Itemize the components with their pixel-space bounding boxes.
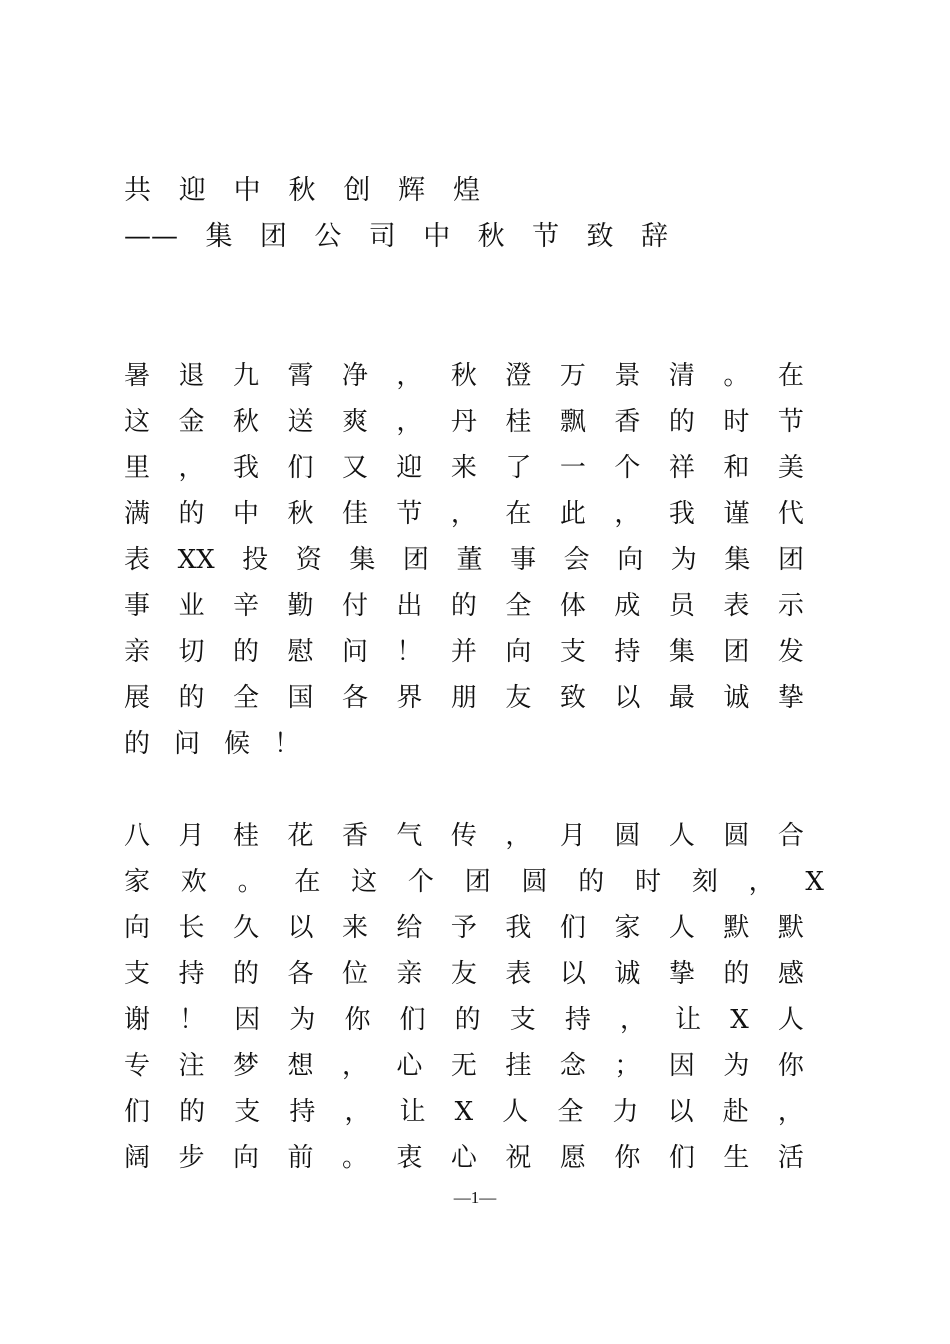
text-char: 人: [668, 821, 695, 851]
text-char: 会: [563, 545, 590, 575]
text-char: 满: [124, 499, 151, 529]
text-char: 给: [396, 913, 423, 943]
text-char: ，: [614, 499, 641, 529]
text-char: 候: [223, 729, 250, 759]
text-char: ，: [396, 361, 423, 391]
paragraph-line: [124, 862, 824, 902]
text-char: 中: [423, 221, 451, 252]
text-char: 美: [777, 453, 804, 483]
text-char: 香: [341, 821, 368, 851]
text-char: 刻: [691, 867, 718, 897]
text-char: 八: [124, 821, 151, 851]
text-char: 业: [178, 591, 205, 621]
text-char: 员: [668, 591, 695, 621]
text-char: 的: [124, 729, 151, 759]
text-char: 中: [233, 175, 261, 206]
text-char: 月: [559, 821, 586, 851]
text-char: 桂: [505, 407, 532, 437]
text-char: 团: [464, 867, 491, 897]
text-char: 活: [777, 1143, 804, 1173]
text-char: 们: [668, 1143, 695, 1173]
text-char: 谨: [723, 499, 750, 529]
text-char: 让: [675, 1005, 702, 1035]
text-char: 集: [205, 221, 233, 252]
text-char: 秋: [287, 499, 314, 529]
text-char: ，: [619, 1005, 646, 1035]
text-char: 注: [178, 1051, 205, 1081]
text-char: 来: [341, 913, 368, 943]
text-char: 在: [505, 499, 532, 529]
text-char: 支: [124, 959, 151, 989]
text-char: 家: [124, 867, 151, 897]
text-char: 表: [723, 591, 750, 621]
text-char: 的: [178, 683, 205, 713]
text-char: 出: [396, 591, 423, 621]
text-char: 界: [396, 683, 423, 713]
text-char: 让: [399, 1097, 426, 1127]
text-char: 金: [178, 407, 205, 437]
text-char: 阔: [124, 1143, 151, 1173]
paragraph-line: [124, 1046, 804, 1086]
text-char: 你: [777, 1051, 804, 1081]
text-char: 想: [287, 1051, 314, 1081]
paragraph-line: [124, 908, 804, 948]
text-char: 在: [294, 867, 321, 897]
text-char: 。: [723, 361, 750, 391]
text-char: 挚: [777, 683, 804, 713]
text-char: 个: [614, 453, 641, 483]
text-char: ，: [777, 1097, 804, 1127]
text-char: 节: [532, 221, 560, 252]
text-char: 团: [402, 545, 429, 575]
text-char: 你: [344, 1005, 371, 1035]
text-char: 谢: [124, 1005, 151, 1035]
text-char: 秋: [450, 361, 477, 391]
text-char: ，: [748, 867, 775, 897]
text-char: 勤: [287, 591, 314, 621]
text-char: ，: [450, 499, 477, 529]
text-char: 最: [668, 683, 695, 713]
text-char: 国: [287, 683, 314, 713]
text-char: 资: [295, 545, 322, 575]
text-char: 支: [234, 1097, 261, 1127]
document-subtitle: [124, 217, 668, 257]
text-char: 迎: [178, 175, 206, 206]
text-char: 向: [124, 913, 151, 943]
text-char: 里: [124, 453, 151, 483]
text-char: 并: [450, 637, 477, 667]
text-char: 辞: [640, 221, 668, 252]
text-char: 全: [232, 683, 259, 713]
paragraph-line: [124, 586, 804, 626]
text-char: 诚: [614, 959, 641, 989]
text-char: 佳: [341, 499, 368, 529]
text-char: 的: [232, 637, 259, 667]
text-char: 衷: [396, 1143, 423, 1173]
text-char: 亲: [124, 637, 151, 667]
text-char: 中: [232, 499, 259, 529]
text-char: 一: [559, 453, 586, 483]
text-char: 霄: [287, 361, 314, 391]
text-char: 月: [178, 821, 205, 851]
text-char: 们: [559, 913, 586, 943]
text-char: 以: [667, 1097, 694, 1127]
text-char: 步: [178, 1143, 205, 1173]
text-char: 人: [668, 913, 695, 943]
text-char: 此: [559, 499, 586, 529]
text-char: 默: [723, 913, 750, 943]
text-char: 各: [287, 959, 314, 989]
text-char: 向: [617, 545, 644, 575]
text-char: 辛: [232, 591, 259, 621]
text-char: 前: [287, 1143, 314, 1173]
text-char: 为: [670, 545, 697, 575]
text-char: 合: [777, 821, 804, 851]
text-char: 亲: [396, 959, 423, 989]
text-char: 团: [777, 545, 804, 575]
text-char: 向: [505, 637, 532, 667]
text-char: 挚: [668, 959, 695, 989]
text-char: 问: [173, 729, 200, 759]
text-char: 发: [777, 637, 804, 667]
text-char: 我: [668, 499, 695, 529]
text-char: 因: [234, 1005, 261, 1035]
text-char: ！: [179, 1005, 206, 1035]
text-char: 念: [559, 1051, 586, 1081]
text-char: 们: [124, 1097, 151, 1127]
text-char: 们: [287, 453, 314, 483]
text-char: 清: [668, 361, 695, 391]
text-char: 秋: [477, 221, 505, 252]
paragraph-line: [124, 448, 804, 488]
paragraph-line: [124, 954, 804, 994]
text-char: 我: [232, 453, 259, 483]
text-char: 友: [450, 959, 477, 989]
text-char: 赴: [722, 1097, 749, 1127]
text-char: 慰: [287, 637, 314, 667]
text-char: 人: [502, 1097, 529, 1127]
text-char: 表: [505, 959, 532, 989]
text-char: 万: [559, 361, 586, 391]
text-char: 时: [723, 407, 750, 437]
text-char: 问: [341, 637, 368, 667]
text-char: 集: [668, 637, 695, 667]
paragraph-line: [124, 632, 804, 672]
text-char: 以: [559, 959, 586, 989]
text-char: 友: [505, 683, 532, 713]
paragraph-line: [124, 356, 804, 396]
text-char: 付: [341, 591, 368, 621]
text-char: 持: [614, 637, 641, 667]
text-char: 支: [559, 637, 586, 667]
text-char: 展: [124, 683, 151, 713]
text-char: 在: [777, 361, 804, 391]
text-char: 长: [178, 913, 205, 943]
text-char: 澄: [505, 361, 532, 391]
text-char: 的: [668, 407, 695, 437]
text-char: 共: [124, 175, 151, 206]
document-title: [124, 171, 480, 211]
text-char: 香: [614, 407, 641, 437]
text-char: 力: [612, 1097, 639, 1127]
text-char: 创: [343, 175, 371, 206]
text-char: 各: [341, 683, 368, 713]
text-char: 全: [505, 591, 532, 621]
text-char: 表: [124, 545, 151, 575]
text-char: 集: [724, 545, 751, 575]
text-char: 以: [287, 913, 314, 943]
text-char: XX: [177, 545, 215, 575]
paragraph-line: [124, 494, 804, 534]
text-char: 位: [341, 959, 368, 989]
text-char: 退: [178, 361, 205, 391]
text-char: 致: [586, 221, 614, 252]
text-char: 这: [124, 407, 151, 437]
text-char: 我: [505, 913, 532, 943]
text-char: 团: [259, 221, 287, 252]
text-char: 欢: [180, 867, 207, 897]
text-char: X: [730, 1005, 749, 1035]
text-char: 丹: [450, 407, 477, 437]
text-char: 公: [314, 221, 342, 252]
text-char: 。: [237, 867, 264, 897]
text-char: 示: [777, 591, 804, 621]
text-char: 持: [289, 1097, 316, 1127]
text-char: 挂: [505, 1051, 532, 1081]
text-char: 。: [341, 1143, 368, 1173]
text-char: 事: [124, 591, 151, 621]
paragraph-line: [124, 402, 804, 442]
text-char: 气: [396, 821, 423, 851]
text-char: 节: [396, 499, 423, 529]
paragraph-line: [124, 678, 804, 718]
text-char: 来: [450, 453, 477, 483]
text-char: ，: [505, 821, 532, 851]
paragraph-line: [124, 1092, 804, 1132]
text-char: ！: [396, 637, 423, 667]
text-char: 这: [351, 867, 378, 897]
text-char: 的: [578, 867, 605, 897]
text-char: 全: [557, 1097, 584, 1127]
text-char: 团: [723, 637, 750, 667]
text-char: ，: [341, 1051, 368, 1081]
text-char: 圆: [521, 867, 548, 897]
text-char: ，: [396, 407, 423, 437]
text-char: 个: [407, 867, 434, 897]
text-char: 爽: [341, 407, 368, 437]
text-char: 董: [456, 545, 483, 575]
text-char: 桂: [232, 821, 259, 851]
text-char: 们: [399, 1005, 426, 1035]
text-char: 暑: [124, 361, 151, 391]
text-char: X: [805, 867, 824, 897]
text-char: ，: [344, 1097, 371, 1127]
text-char: 又: [341, 453, 368, 483]
text-char: 煌: [452, 175, 480, 206]
text-char: 感: [777, 959, 804, 989]
text-char: 朋: [450, 683, 477, 713]
text-char: 切: [178, 637, 205, 667]
paragraph-line: [124, 1000, 804, 1040]
text-char: 诚: [723, 683, 750, 713]
text-char: 久: [232, 913, 259, 943]
text-char: 成: [614, 591, 641, 621]
text-char: 事: [510, 545, 537, 575]
text-char: 梦: [232, 1051, 259, 1081]
text-char: 飘: [559, 407, 586, 437]
text-char: 集: [349, 545, 376, 575]
text-char: 的: [232, 959, 259, 989]
text-char: 秋: [288, 175, 316, 206]
text-char: 家: [614, 913, 641, 943]
text-char: X: [454, 1097, 474, 1127]
text-char: 心: [450, 1143, 477, 1173]
text-char: 景: [614, 361, 641, 391]
text-char: 的: [179, 1097, 206, 1127]
text-char: 秋: [232, 407, 259, 437]
text-char: 净: [341, 361, 368, 391]
text-char: 持: [564, 1005, 591, 1035]
text-char: 因: [668, 1051, 695, 1081]
text-char: ，: [178, 453, 205, 483]
text-char: 生: [723, 1143, 750, 1173]
text-char: 人: [777, 1005, 804, 1035]
text-char: 了: [505, 453, 532, 483]
text-char: ！: [273, 729, 300, 759]
text-char: 花: [287, 821, 314, 851]
text-char: 持: [178, 959, 205, 989]
text-char: 的: [454, 1005, 481, 1035]
text-char: 传: [450, 821, 477, 851]
text-char: 送: [287, 407, 314, 437]
text-char: 祝: [505, 1143, 532, 1173]
text-char: 你: [614, 1143, 641, 1173]
text-char: 圆: [614, 821, 641, 851]
text-char: 的: [178, 499, 205, 529]
text-char: 无: [450, 1051, 477, 1081]
text-char: 司: [368, 221, 396, 252]
text-char: 体: [559, 591, 586, 621]
paragraph-line: [124, 540, 804, 580]
text-char: ；: [614, 1051, 641, 1081]
text-char: 和: [723, 453, 750, 483]
text-char: 心: [396, 1051, 423, 1081]
text-char: 圆: [723, 821, 750, 851]
paragraph-line: [124, 1138, 804, 1178]
text-char: 的: [450, 591, 477, 621]
text-char: 以: [614, 683, 641, 713]
text-char: 默: [777, 913, 804, 943]
text-char: 九: [232, 361, 259, 391]
text-char: ——: [124, 221, 178, 252]
text-char: 愿: [559, 1143, 586, 1173]
text-char: 为: [289, 1005, 316, 1035]
text-char: 代: [777, 499, 804, 529]
text-char: 辉: [398, 175, 426, 206]
text-char: 予: [450, 913, 477, 943]
text-char: 祥: [668, 453, 695, 483]
paragraph-line: [124, 724, 300, 764]
text-char: 迎: [396, 453, 423, 483]
text-char: 专: [124, 1051, 151, 1081]
text-char: 向: [232, 1143, 259, 1173]
text-char: 的: [723, 959, 750, 989]
text-char: 节: [777, 407, 804, 437]
text-char: 支: [509, 1005, 536, 1035]
page-number: —1—: [453, 1188, 497, 1207]
text-char: 为: [723, 1051, 750, 1081]
text-char: 投: [242, 545, 269, 575]
paragraph-line: [124, 816, 804, 856]
text-char: 致: [559, 683, 586, 713]
text-char: 时: [635, 867, 662, 897]
